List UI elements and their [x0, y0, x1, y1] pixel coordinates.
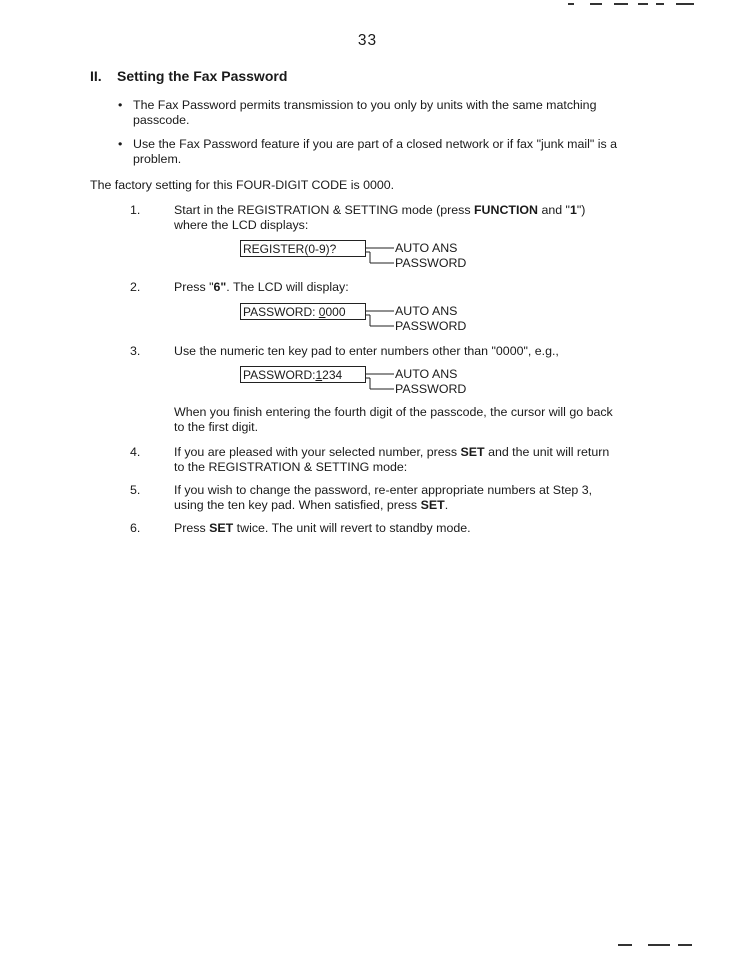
lcd-label-password: PASSWORD — [395, 319, 467, 333]
lcd-display — [240, 303, 480, 335]
step-number: 2. — [130, 280, 141, 294]
step-text: Press "6". The LCD will display: — [174, 280, 349, 294]
lcd-cursor: 0 — [318, 305, 326, 319]
scan-artifact — [590, 3, 602, 5]
lcd-label-password: PASSWORD — [395, 382, 467, 396]
scan-artifact — [614, 3, 628, 5]
step-text: If you wish to change the password, re-enter appropriate numbers at Step 3, using the ten key pad. When satisfied, press SET. — [174, 483, 593, 512]
section-title: Setting the Fax Password — [117, 68, 288, 84]
section-number: II. — [90, 68, 102, 84]
bullet-text: Use the Fax Password feature if you are part of a closed network or if fax "junk mail" is a problem. — [133, 137, 617, 166]
scan-artifact — [568, 3, 574, 5]
lcd-screen: PASSWORD: 0000 — [240, 303, 366, 320]
step-number: 6. — [130, 521, 141, 535]
section-heading — [90, 69, 287, 84]
lcd-label-password: PASSWORD — [395, 256, 467, 270]
bullet-symbol: • — [118, 137, 123, 151]
bullet-text: The Fax Password permits transmission to you only by units with the same matching passcode. — [133, 98, 597, 127]
factory-setting-text: The factory setting for this FOUR-DIGIT CODE is 0000. — [90, 178, 395, 192]
connector-lines-icon — [366, 240, 394, 272]
scan-artifact — [618, 944, 632, 946]
lcd-label-auto-ans: AUTO ANS — [395, 241, 458, 255]
lcd-label-auto-ans: AUTO ANS — [395, 367, 458, 381]
lcd-display — [240, 366, 480, 398]
page-number: 33 — [357, 32, 378, 49]
step-text: Use the numeric ten key pad to enter numbers other than "0000", e.g., — [174, 344, 559, 358]
bullet-item — [118, 137, 623, 166]
scan-artifact — [676, 3, 694, 5]
lcd-label-auto-ans: AUTO ANS — [395, 304, 458, 318]
lcd-cursor: 1 — [315, 368, 323, 382]
scan-artifact — [678, 944, 692, 946]
step-number: 5. — [130, 483, 141, 497]
lcd-screen: REGISTER(0-9)? — [240, 240, 366, 257]
bullet-item — [118, 98, 623, 127]
step-text: Press SET twice. The unit will revert to standby mode. — [174, 521, 471, 535]
scan-artifact — [648, 944, 670, 946]
step-number: 3. — [130, 344, 141, 358]
scan-artifact — [638, 3, 648, 5]
step-text: Start in the REGISTRATION & SETTING mode (press FUNCTION and "1") where the LCD displays: — [174, 203, 586, 232]
lcd-screen: PASSWORD:1234 — [240, 366, 366, 383]
connector-lines-icon — [366, 303, 394, 335]
scan-artifact — [656, 3, 664, 5]
step-note: When you finish entering the fourth digit of the passcode, the cursor will go back to the first digit. — [174, 405, 613, 434]
step-number: 4. — [130, 445, 141, 459]
connector-lines-icon — [366, 366, 394, 398]
lcd-display — [240, 240, 480, 272]
bullet-symbol: • — [118, 98, 123, 112]
step-number: 1. — [130, 203, 141, 217]
step-text: If you are pleased with your selected number, press SET and the unit will return to the REGISTRATION & SETTING mode: — [174, 445, 610, 474]
